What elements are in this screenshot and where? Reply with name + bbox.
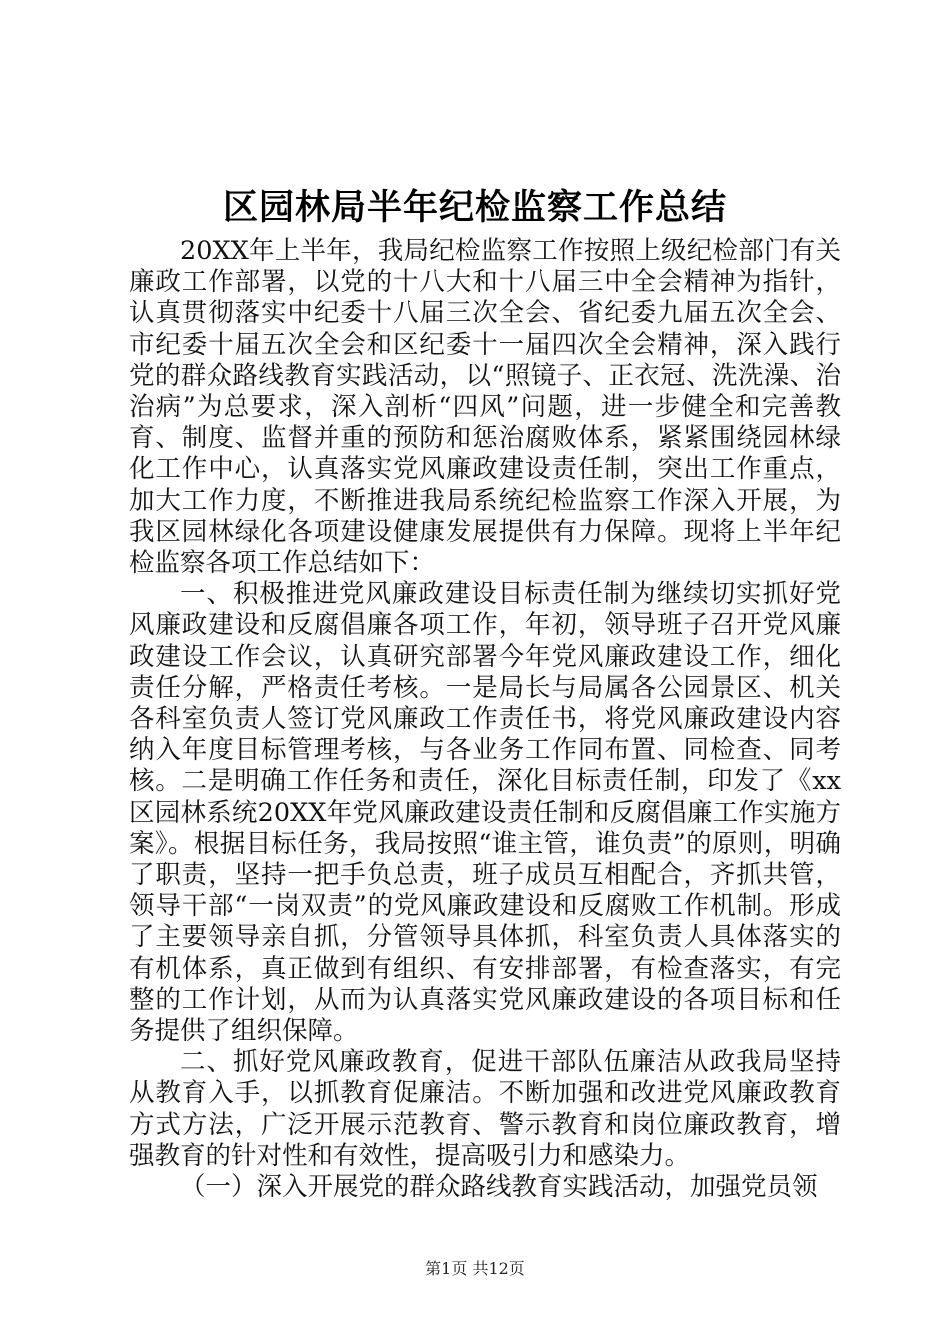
paragraph-subsection-1: （一）深入开展党的群众路线教育实践活动，加强党员领 [180,1172,818,1203]
document-title: 区园林局半年纪检监察工作总结 [222,187,727,228]
document-body [129,236,841,1203]
page-footer: 第1页 共12页 [425,1259,525,1278]
paragraph-intro: 20XX年上半年，我局纪检监察工作按照上级纪检部门有关廉政工作部署，以党的十八大和十八届三中全会精神为指针，认真贯彻落实中纪委十八届三次全会、省纪委九届五次全会、市纪委十届五次全会和区纪委十一届四次全会精神，深入践行党的群众路线教育实践活动，以“照镜子、正衣冠、洗洗澡、治治病”为总要求，深入剖析“四风”问题，进一步健全和完善教育、制度、监督并重的预防和惩治腐败体系，紧紧围绕园林绿化工作中心，认真落实党风廉政建设责任制，突出工作重点，加大工作力度，不断推进我局系统纪检监察工作深入开展，为我区园林绿化各项建设健康发展提供有力保障。现将上半年纪检监察各项工作总结如下： [129,236,841,579]
paragraph-section-2: 二、抓好党风廉政教育，促进干部队伍廉洁从政我局坚持从教育入手，以抓教育促廉洁。不断加强和改进党风廉政教育方式方法，广泛开展示范教育、警示教育和岗位廉政教育，增强教育的针对性和有效性，提高吸引力和感染力。 [129,1047,841,1171]
paragraph-section-1: 一、积极推进党风廉政建设目标责任制为继续切实抓好党风廉政建设和反腐倡廉各项工作，年初，领导班子召开党风廉政建设工作会议，认真研究部署今年党风廉政建设工作，细化责任分解，严格责任考核。一是局长与局属各公园景区、机关各科室负责人签订党风廉政工作责任书，将党风廉政建设内容纳入年度目标管理考核，与各业务工作同布置、同检查、同考核。二是明确工作任务和责任，深化目标责任制，印发了《xx区园林系统20XX年党风廉政建设责任制和反腐倡廉工作实施方案》。根据目标任务，我局按照“谁主管，谁负责”的原则，明确了职责，坚持一把手负总责，班子成员互相配合，齐抓共管，领导干部“一岗双责”的党风廉政建设和反腐败工作机制。形成了主要领导亲自抓，分管领导具体抓，科室负责人具体落实的有机体系，真正做到有组织、有安排部署，有检查落实，有完整的工作计划，从而为认真落实党风廉政建设的各项目标和任务提供了组织保障。 [129,579,841,1047]
